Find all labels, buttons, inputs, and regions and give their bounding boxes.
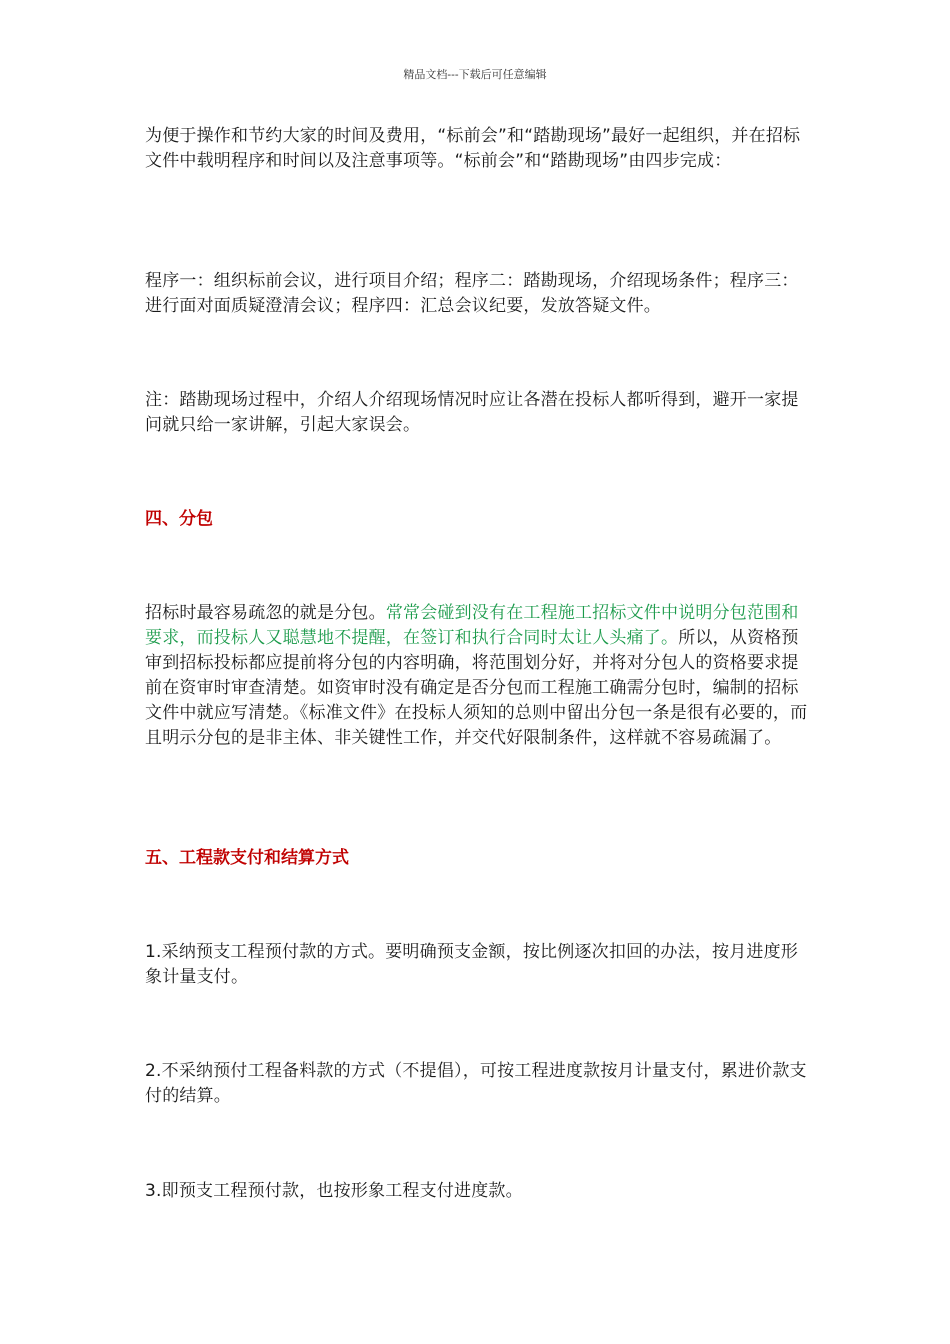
section5-item1: 1.采纳预支工程预付款的方式。要明确预支金额，按比例逐次扣回的办法，按月进度形象计量支付。 xyxy=(145,942,799,987)
section4-heading: 四、分包 xyxy=(145,509,213,529)
note-paragraph: 注：踏勘现场过程中，介绍人介绍现场情况时应让各潜在投标人都听得到，避开一家提问就只给一家讲解，引起大家误会。 xyxy=(145,390,799,435)
section4-text-highlight: 常常会碰到没有在工程施工招标文件中说明分包范围和要求，而投标人又聪慧地不提醒，在签订和执行合同时太让人头痛了。 xyxy=(145,603,799,648)
section5-item3: 3.即预支工程预付款，也按形象工程支付进度款。 xyxy=(145,1181,523,1201)
note-block xyxy=(145,388,810,438)
section4-text-end: 所以，从资格预审到招标投标都应提前将分包的内容明确，将范围划分好，并将对分包人的资格要求提前在资审时审查清楚。如资审时没有确定是否分包而工程施工确需分包时，编制的招标文件中就应写清楚。《标准文件》在投标人须知的总则中留出分包一条是很有必要的，而且明示分包的是非主体、非关键性工作，并交代好限制条件，这样就不容易疏漏了。 xyxy=(145,628,808,748)
section5-heading-block xyxy=(145,846,810,871)
section5-item3-block xyxy=(145,1179,810,1204)
section4-text-start: 招标时最容易疏忽的就是分包。 xyxy=(145,603,386,623)
page-header: 精品文档---下载后可任意编辑 xyxy=(403,68,547,81)
section4-heading-block xyxy=(145,507,810,532)
steps-block xyxy=(145,269,810,319)
steps-paragraph: 程序一：组织标前会议，进行项目介绍；程序二：踏勘现场，介绍现场条件；程序三：进行面对面质疑澄清会议；程序四：汇总会议纪要，发放答疑文件。 xyxy=(145,271,799,316)
intro-paragraph: 为便于操作和节约大家的时间及费用，“标前会”和“踏勘现场”最好一起组织，并在招标文件中载明程序和时间以及注意事项等。“标前会”和“踏勘现场”由四步完成： xyxy=(145,126,801,171)
section5-item2-block xyxy=(145,1059,810,1109)
section5-item1-block xyxy=(145,940,810,990)
section4-body-block xyxy=(145,601,810,751)
section5-heading: 五、工程款支付和结算方式 xyxy=(145,848,349,868)
section5-item2: 2.不采纳预付工程备料款的方式（不提倡），可按工程进度款按月计量支付，累进价款支付的结算。 xyxy=(145,1061,807,1106)
section4-paragraph xyxy=(145,601,810,751)
intro-block xyxy=(145,124,810,174)
